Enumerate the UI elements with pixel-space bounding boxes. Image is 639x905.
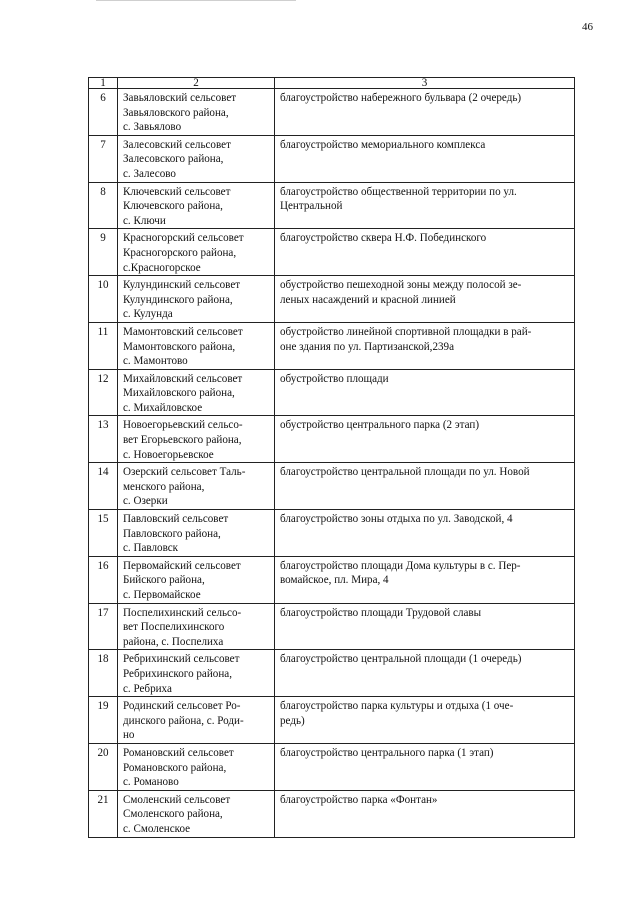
row-number: 21 bbox=[89, 790, 118, 837]
municipality-line: Первомайский сельсовет bbox=[123, 559, 241, 572]
project-cell bbox=[275, 510, 575, 557]
municipality-cell bbox=[118, 743, 275, 790]
table-header-row bbox=[89, 78, 575, 89]
municipality-line: Романовский сельсовет bbox=[123, 746, 234, 759]
municipality-line: с. Первомайское bbox=[123, 589, 201, 601]
municipality-line: с. Залесово bbox=[123, 167, 176, 180]
row-number: 14 bbox=[89, 463, 118, 510]
municipality-line: вет Поспелихинского bbox=[123, 621, 225, 634]
table-row bbox=[89, 697, 575, 744]
municipality-line: Смоленский сельсовет bbox=[123, 793, 231, 806]
municipality-line: Мамонтовский сельсовет bbox=[123, 325, 243, 338]
project-line: благоустройство площади Дома культуры в с. Пер- bbox=[280, 559, 521, 572]
municipality-cell bbox=[118, 276, 275, 323]
municipality-line: Красногорского района, bbox=[123, 246, 237, 259]
row-number: 11 bbox=[89, 322, 118, 369]
project-cell bbox=[275, 89, 575, 136]
table-row bbox=[89, 556, 575, 603]
municipality-line: с. Михайловское bbox=[123, 401, 203, 414]
municipality-line: с. Ребриха bbox=[123, 682, 172, 695]
table-row bbox=[89, 510, 575, 557]
table-row bbox=[89, 182, 575, 229]
projects-table bbox=[88, 77, 575, 838]
municipality-line: Залесовского района, bbox=[123, 153, 224, 166]
municipality-line: с.Красногорское bbox=[123, 261, 201, 274]
project-line: вомайское, пл. Мира, 4 bbox=[280, 574, 389, 587]
municipality-cell bbox=[118, 650, 275, 697]
row-number: 12 bbox=[89, 369, 118, 416]
municipality-line: с. Кулунда bbox=[123, 308, 173, 321]
row-number: 17 bbox=[89, 603, 118, 650]
row-number: 20 bbox=[89, 743, 118, 790]
municipality-cell bbox=[118, 603, 275, 650]
table-row bbox=[89, 276, 575, 323]
header-col-3: 3 bbox=[275, 78, 575, 89]
municipality-line: с. Ключи bbox=[123, 214, 166, 227]
project-cell bbox=[275, 790, 575, 837]
table-row bbox=[89, 89, 575, 136]
municipality-line: Михайловского района, bbox=[123, 387, 235, 400]
project-line: оне здания по ул. Партизанской,239а bbox=[280, 340, 455, 353]
project-line: благоустройство сквера Н.Ф. Побединского bbox=[280, 232, 487, 245]
municipality-line: Красногорский сельсовет bbox=[123, 232, 244, 245]
row-number: 7 bbox=[89, 135, 118, 182]
project-cell bbox=[275, 743, 575, 790]
municipality-cell bbox=[118, 135, 275, 182]
municipality-cell bbox=[118, 89, 275, 136]
municipality-cell bbox=[118, 416, 275, 463]
project-cell bbox=[275, 603, 575, 650]
municipality-line: Завьяловского района, bbox=[123, 106, 229, 119]
project-cell bbox=[275, 322, 575, 369]
project-line: благоустройство парка «Фонтан» bbox=[280, 793, 438, 806]
project-line: благоустройство центральной площади по ул. Новой bbox=[280, 466, 530, 479]
table-body bbox=[89, 89, 575, 838]
row-number: 19 bbox=[89, 697, 118, 744]
municipality-line: с. Завьялово bbox=[123, 121, 182, 134]
project-cell bbox=[275, 369, 575, 416]
municipality-line: Кулундинского района, bbox=[123, 293, 233, 306]
municipality-line: с. Новоегорьевское bbox=[123, 448, 214, 461]
project-line: благоустройство мемориального комплекса bbox=[280, 138, 486, 151]
municipality-line: Бийского района, bbox=[123, 574, 205, 587]
municipality-line: Ребрихинского района, bbox=[123, 667, 232, 680]
row-number: 9 bbox=[89, 229, 118, 276]
municipality-cell bbox=[118, 229, 275, 276]
table-row bbox=[89, 603, 575, 650]
row-number: 10 bbox=[89, 276, 118, 323]
municipality-line: динского района, с. Роди- bbox=[123, 714, 244, 727]
municipality-cell bbox=[118, 463, 275, 510]
row-number: 6 bbox=[89, 89, 118, 136]
project-line: благоустройство набережного бульвара (2 очередь) bbox=[280, 92, 522, 104]
table-row bbox=[89, 463, 575, 510]
municipality-line: Ребрихинский сельсовет bbox=[123, 653, 240, 666]
project-cell bbox=[275, 416, 575, 463]
project-cell bbox=[275, 229, 575, 276]
project-line: леных насаждений и красной линией bbox=[280, 293, 456, 306]
project-line: благоустройство парка культуры и отдыха (1 оче- bbox=[280, 700, 514, 713]
project-line: благоустройство общественной территории по ул. bbox=[280, 185, 517, 198]
project-line: обустройство центрального парка (2 этап) bbox=[280, 419, 480, 432]
project-line: благоустройство зоны отдыха по ул. Заводской, 4 bbox=[280, 513, 513, 526]
municipality-line: Ключевский сельсовет bbox=[123, 185, 231, 198]
header-col-1: 1 bbox=[89, 78, 118, 89]
table-row bbox=[89, 135, 575, 182]
table-row bbox=[89, 650, 575, 697]
project-line: благоустройство площади Трудовой славы bbox=[280, 606, 482, 619]
municipality-line: менского района, bbox=[123, 480, 205, 493]
municipality-cell bbox=[118, 556, 275, 603]
municipality-line: Ключевского района, bbox=[123, 200, 223, 213]
scan-artifact-line bbox=[96, 0, 296, 1]
municipality-line: Павловский сельсовет bbox=[123, 513, 229, 526]
municipality-line: Поспелихинский сельсо- bbox=[123, 606, 242, 619]
municipality-cell bbox=[118, 182, 275, 229]
table-row bbox=[89, 790, 575, 837]
table-row bbox=[89, 229, 575, 276]
project-cell bbox=[275, 650, 575, 697]
project-line: обустройство пешеходной зоны между полосой зе- bbox=[280, 279, 522, 292]
municipality-line: Смоленского района, bbox=[123, 808, 223, 821]
project-line: обустройство площади bbox=[280, 372, 389, 385]
table-row bbox=[89, 369, 575, 416]
table-row bbox=[89, 322, 575, 369]
municipality-line: Романовского района, bbox=[123, 761, 227, 774]
project-cell bbox=[275, 697, 575, 744]
municipality-line: Озерский сельсовет Таль- bbox=[123, 466, 246, 479]
municipality-line: Залесовский сельсовет bbox=[123, 138, 231, 151]
page-number: 46 bbox=[582, 21, 593, 33]
row-number: 13 bbox=[89, 416, 118, 463]
municipality-line: с. Озерки bbox=[123, 495, 168, 508]
project-cell bbox=[275, 463, 575, 510]
project-cell bbox=[275, 276, 575, 323]
municipality-line: Михайловский сельсовет bbox=[123, 372, 243, 385]
project-cell bbox=[275, 182, 575, 229]
header-col-2: 2 bbox=[118, 78, 275, 89]
municipality-line: района, с. Поспелиха bbox=[123, 635, 224, 648]
row-number: 8 bbox=[89, 182, 118, 229]
project-cell bbox=[275, 135, 575, 182]
municipality-line: Павловского района, bbox=[123, 527, 221, 540]
municipality-line: Родинский сельсовет Ро- bbox=[123, 700, 241, 713]
municipality-line: Кулундинский сельсовет bbox=[123, 279, 241, 292]
municipality-cell bbox=[118, 322, 275, 369]
row-number: 16 bbox=[89, 556, 118, 603]
row-number: 18 bbox=[89, 650, 118, 697]
project-cell bbox=[275, 556, 575, 603]
municipality-line: но bbox=[123, 729, 135, 742]
municipality-line: с. Смоленское bbox=[123, 822, 191, 835]
municipality-line: с. Романово bbox=[123, 776, 179, 789]
municipality-line: с. Павловск bbox=[123, 542, 179, 555]
table-row bbox=[89, 416, 575, 463]
municipality-cell bbox=[118, 697, 275, 744]
project-line: благоустройство центральной площади (1 очередь) bbox=[280, 653, 522, 666]
municipality-line: Новоегорьевский сельсо- bbox=[123, 419, 243, 432]
municipality-line: вет Егорьевского района, bbox=[123, 434, 242, 447]
row-number: 15 bbox=[89, 510, 118, 557]
municipality-line: Завьяловский сельсовет bbox=[123, 92, 237, 104]
project-line: редь) bbox=[280, 714, 305, 727]
municipality-line: Мамонтовского района, bbox=[123, 340, 236, 353]
municipality-line: с. Мамонтово bbox=[123, 355, 188, 368]
project-line: Центральной bbox=[280, 200, 343, 213]
municipality-cell bbox=[118, 369, 275, 416]
municipality-cell bbox=[118, 510, 275, 557]
table-row bbox=[89, 743, 575, 790]
project-line: благоустройство центрального парка (1 этап) bbox=[280, 746, 494, 759]
project-line: обустройство линейной спортивной площадки в рай- bbox=[280, 325, 532, 338]
municipality-cell bbox=[118, 790, 275, 837]
